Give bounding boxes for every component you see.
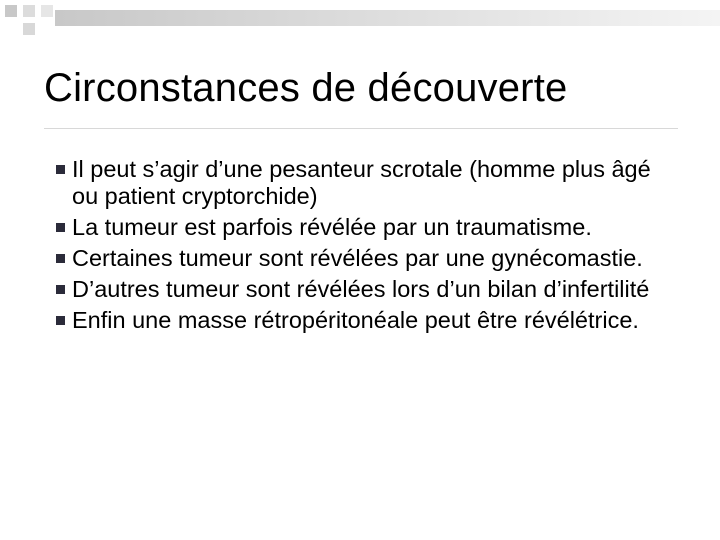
- square-bullet-icon: [56, 316, 65, 325]
- header-decoration: [0, 0, 720, 40]
- deco-square-3: [41, 5, 53, 17]
- deco-square-1: [5, 5, 17, 17]
- square-bullet-icon: [56, 165, 65, 174]
- header-gradient-bar: [55, 10, 720, 26]
- square-bullet-icon: [56, 285, 65, 294]
- list-item-text: Enfin une masse rétropéritonéale peut être révélétrice.: [72, 307, 639, 333]
- deco-square-2: [23, 5, 35, 17]
- list-item: [56, 245, 676, 272]
- square-bullet-icon: [56, 254, 65, 263]
- slide-title: Circonstances de découverte: [44, 66, 568, 110]
- list-item: [56, 276, 676, 303]
- list-item: [56, 307, 676, 334]
- title-divider: [44, 128, 678, 129]
- bullet-list: [56, 156, 676, 338]
- list-item: [56, 156, 676, 210]
- deco-square-4: [23, 23, 35, 35]
- list-item-text: D’autres tumeur sont révélées lors d’un bilan d’infertilité: [72, 276, 650, 302]
- list-item-text: Il peut s’agir d’une pesanteur scrotale (homme plus âgé ou patient cryptorchide): [72, 156, 651, 209]
- list-item-text: La tumeur est parfois révélée par un traumatisme.: [72, 214, 592, 240]
- square-bullet-icon: [56, 223, 65, 232]
- list-item: [56, 214, 676, 241]
- list-item-text: Certaines tumeur sont révélées par une gynécomastie.: [72, 245, 643, 271]
